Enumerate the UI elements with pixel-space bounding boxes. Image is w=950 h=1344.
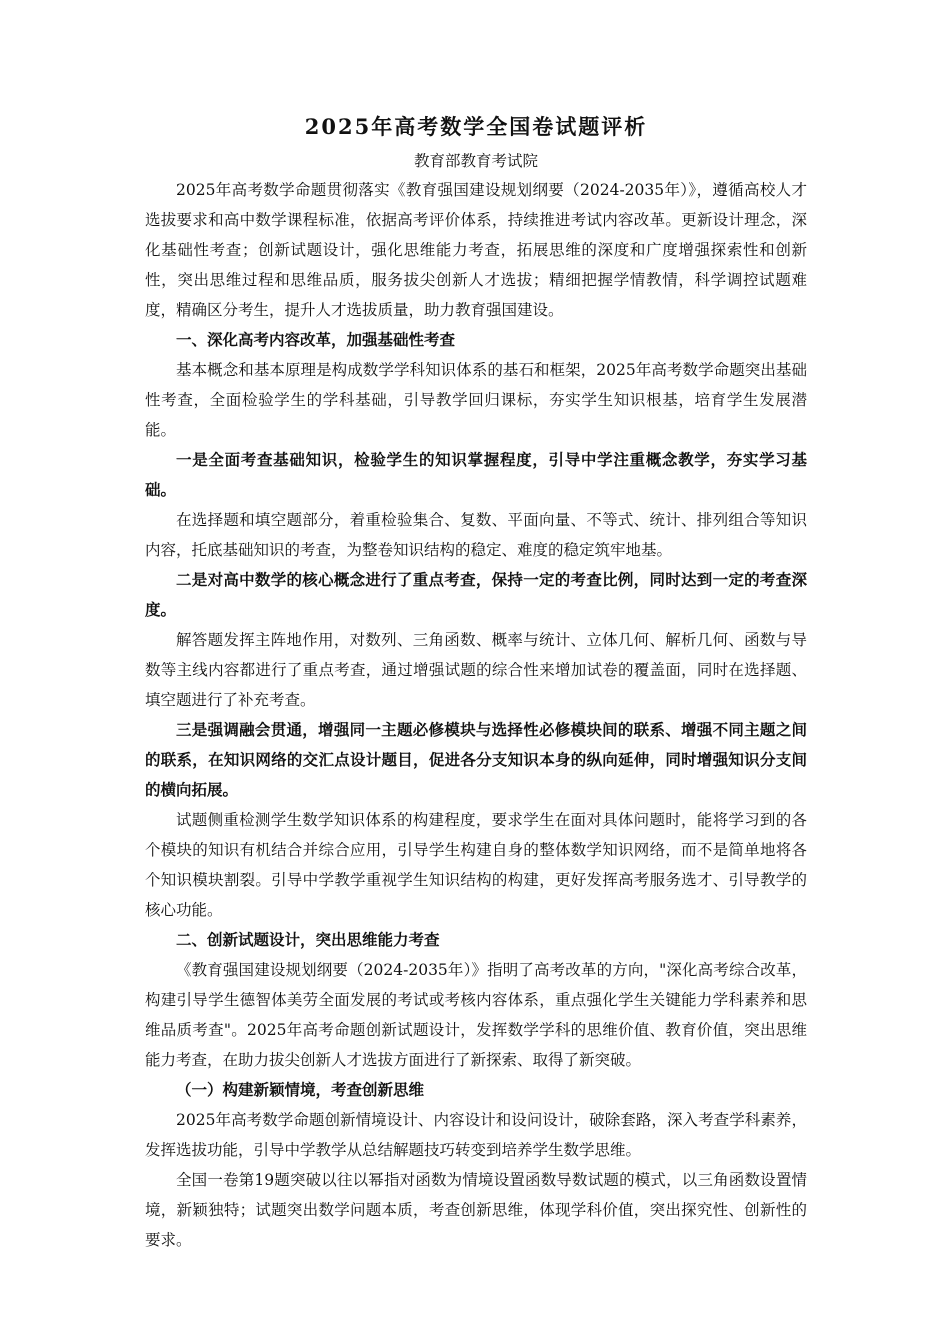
body-paragraph: 《教育强国建设规划纲要（2024-2035年）》指明了高考改革的方向，"深化高考综合改革，构建引导学生德智体美劳全面发展的考试或考核内容体系，重点强化学生关键能力学科素养和思维品质考查"。2025年高考命题创新试题设计，发挥数学学科的思维价值、教育价值，突出思维能力考查，在助力拔尖创新人才选拔方面进行了新探索、取得了新突破。 xyxy=(145,961,807,1069)
section-heading-1: 一、深化高考内容改革，加强基础性考查 xyxy=(176,330,456,349)
document-author: 教育部教育考试院 xyxy=(413,152,538,170)
subsection-heading-1: （一）构建新颖情境，考查创新思维 xyxy=(176,1080,425,1099)
body-paragraph: 基本概念和基本原理是构成数学学科知识体系的基石和框架，2025年高考数学命题突出基础性考查，全面检验学生的学科基础，引导教学回归课标，夯实学生知识根基，培育学生发展潜能。 xyxy=(145,361,807,439)
bold-point-3: 三是强调融会贯通，增强同一主题必修模块与选择性必修模块间的联系、增强不同主题之间的联系，在知识网络的交汇点设计题目，促进各分支知识本身的纵向延伸，同时增强知识分支间的横向拓展。 xyxy=(145,720,807,799)
body-paragraph: 试题侧重检测学生数学知识体系的构建程度，要求学生在面对具体问题时，能将学习到的各个模块的知识有机结合并综合应用，引导学生构建自身的整体数学知识网络，而不是简单地将各个知识模块割裂。引导中学教学重视学生知识结构的构建，更好发挥高考服务选才、引导教学的核心功能。 xyxy=(145,811,807,919)
intro-paragraph: 2025年高考数学命题贯彻落实《教育强国建设规划纲要（2024-2035年）》，遵循高校人才选拔要求和高中数学课程标准，依据高考评价体系，持续推进考试内容改革。更新设计理念，深化基础性考查；创新试题设计，强化思维能力考查，拓展思维的深度和广度增强探索性和创新性，突出思维过程和思维品质，服务拔尖创新人才选拔；精细把握学情教情，科学调控试题难度，精确区分考生，提升人才选拔质量，助力教育强国建设。 xyxy=(145,181,807,319)
bold-point-1: 一是全面考查基础知识，检验学生的知识掌握程度，引导中学注重概念教学，夯实学习基础。 xyxy=(145,450,807,499)
body-paragraph: 解答题发挥主阵地作用，对数列、三角函数、概率与统计、立体几何、解析几何、函数与导数等主线内容都进行了重点考查，通过增强试题的综合性来增加试卷的覆盖面，同时在选择题、填空题进行了补充考查。 xyxy=(145,631,807,709)
body-paragraph: 2025年高考数学命题创新情境设计、内容设计和设问设计，破除套路，深入考查学科素养，发挥选拔功能，引导中学教学从总结解题技巧转变到培养学生数学思维。 xyxy=(145,1111,807,1159)
bold-point-2: 二是对高中数学的核心概念进行了重点考查，保持一定的考查比例，同时达到一定的考查深度。 xyxy=(145,570,807,619)
body-paragraph: 全国一卷第19题突破以往以幂指对函数为情境设置函数导数试题的模式，以三角函数设置情境，新颖独特；试题突出数学问题本质，考查创新思维，体现学科价值，突出探究性、创新性的要求。 xyxy=(145,1171,807,1249)
body-paragraph: 在选择题和填空题部分，着重检验集合、复数、平面向量、不等式、统计、排列组合等知识内容，托底基础知识的考查，为整卷知识结构的稳定、难度的稳定筑牢地基。 xyxy=(145,511,807,559)
document-title: 2025年高考数学全国卷试题评析 xyxy=(304,114,648,139)
section-heading-2: 二、创新试题设计，突出思维能力考查 xyxy=(176,930,440,949)
